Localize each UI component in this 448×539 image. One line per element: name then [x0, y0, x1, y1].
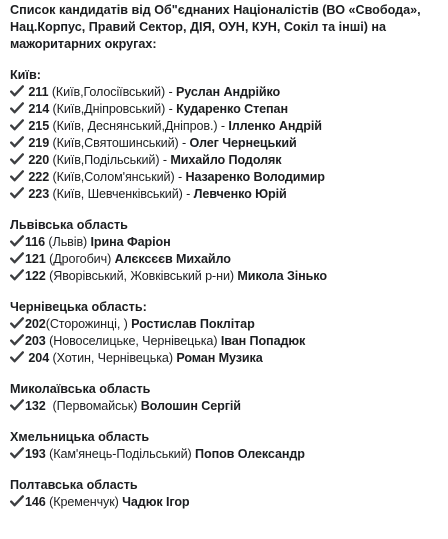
district-description: (Київ, Шевченківський) -: [49, 187, 194, 201]
candidate-name: Назаренко Володимир: [185, 170, 325, 184]
district-number: 222: [25, 170, 50, 184]
district-number: 203: [25, 334, 46, 348]
heavy-check-mark-icon: [10, 85, 24, 97]
heavy-check-mark-icon: [10, 119, 24, 131]
heavy-check-mark-icon: [10, 187, 24, 199]
candidate-list: [10, 316, 440, 367]
candidate-name: Іван Попадюк: [220, 334, 306, 348]
district-number: 211: [25, 85, 49, 99]
candidate-name: Чадюк Ігор: [122, 495, 190, 509]
candidate-name: Алєксєєв Михайло: [114, 252, 231, 266]
candidate-row: [10, 446, 440, 463]
district-number: 146: [25, 495, 46, 509]
district-number: 223: [25, 187, 50, 201]
region-title: Полтавська область: [10, 478, 138, 492]
district-number: 214: [25, 102, 50, 116]
district-description: (Сторожинці, ): [45, 317, 132, 331]
district-description: (Київ, Деснянський,Дніпров.) -: [49, 119, 229, 133]
regions-list: [10, 67, 440, 511]
heavy-check-mark-icon: [10, 334, 24, 346]
region-title: Київ:: [10, 68, 41, 82]
candidate-name: Попов Олександр: [195, 447, 305, 461]
heavy-check-mark-icon: [10, 136, 24, 148]
heavy-check-mark-icon: [10, 269, 24, 281]
candidate-row: [10, 494, 440, 511]
heavy-check-mark-icon: [10, 235, 24, 247]
candidate-row: [10, 350, 440, 367]
candidate-row: [10, 84, 440, 101]
region-section: [10, 217, 440, 285]
candidate-name: Волошин Сергій: [140, 399, 241, 413]
candidate-name: Левченко Юрій: [193, 187, 287, 201]
district-number: 116: [25, 235, 46, 249]
candidate-name: Ілленко Андрій: [228, 119, 322, 133]
candidate-row: [10, 333, 440, 350]
heavy-check-mark-icon: [10, 317, 24, 329]
district-description: (Новоселицьке, Чернівецька): [45, 334, 221, 348]
district-description: (Київ,Голосіївський) -: [48, 85, 176, 99]
candidate-list: [10, 494, 440, 511]
heavy-check-mark-icon: [10, 399, 24, 411]
candidate-name: Микола Зінько: [237, 269, 327, 283]
district-number: 219: [25, 136, 50, 150]
district-description: (Київ,Солом'янський) -: [49, 170, 186, 184]
region-section: [10, 299, 440, 367]
heavy-check-mark-icon: [10, 252, 24, 264]
region-title: Хмельницька область: [10, 430, 150, 444]
heavy-check-mark-icon: [10, 102, 24, 114]
candidate-row: [10, 169, 440, 186]
district-number: 220: [25, 153, 50, 167]
district-description: (Яворівський, Жовківський р-ни): [45, 269, 238, 283]
candidate-list: [10, 446, 440, 463]
candidate-name: Олег Чернецький: [189, 136, 297, 150]
region-section: [10, 429, 440, 463]
candidate-name: Ростислав Поклітар: [131, 317, 255, 331]
district-description: (Первомайськ): [45, 399, 141, 413]
candidate-row: [10, 186, 440, 203]
district-description: (Кременчук): [45, 495, 123, 509]
region-section: [10, 477, 440, 511]
district-number: 215: [25, 119, 50, 133]
candidate-row: [10, 135, 440, 152]
district-number: 193: [25, 447, 46, 461]
district-description: (Хотин, Чернівецька): [49, 351, 177, 365]
candidate-name: Кударенко Степан: [176, 102, 288, 116]
district-number: 204: [25, 351, 50, 365]
region-title: Львівська область: [10, 218, 128, 232]
district-number: 132: [25, 399, 46, 413]
heavy-check-mark-icon: [10, 351, 24, 363]
district-number: 122: [25, 269, 46, 283]
candidate-name: Руслан Андрійко: [175, 85, 281, 99]
district-number: 202: [25, 317, 46, 331]
candidate-row: [10, 234, 440, 251]
candidate-list: [10, 234, 440, 285]
candidate-row: [10, 268, 440, 285]
candidate-row: [10, 398, 440, 415]
candidate-list: [10, 398, 440, 415]
district-number: 121: [25, 252, 46, 266]
candidate-row: [10, 316, 440, 333]
district-description: (Кам'янець-Подільський): [45, 447, 196, 461]
candidate-name: Михайло Подоляк: [170, 153, 282, 167]
district-description: (Дрогобич): [45, 252, 115, 266]
region-section: [10, 67, 440, 203]
heavy-check-mark-icon: [10, 495, 24, 507]
candidate-name: Роман Музика: [176, 351, 263, 365]
heavy-check-mark-icon: [10, 447, 24, 459]
heavy-check-mark-icon: [10, 153, 24, 165]
district-description: (Київ,Подільський) -: [49, 153, 171, 167]
heavy-check-mark-icon: [10, 170, 24, 182]
candidate-row: [10, 152, 440, 169]
region-title: Чернівецька область:: [10, 300, 147, 314]
candidate-list: [10, 84, 440, 203]
district-description: (Київ,Святошинський) -: [49, 136, 190, 150]
candidate-name: Ірина Фаріон: [90, 235, 171, 249]
region-title: Миколаївська область: [10, 382, 151, 396]
candidate-row: [10, 118, 440, 135]
district-description: (Київ,Дніпровський) -: [49, 102, 177, 116]
candidate-row: [10, 251, 440, 268]
post-intro: Список кандидатів від Об"єднаних Націоналістів (ВО «Свобода», Нац.Корпус, Правий Сектор, ДІЯ, ОУН, КУН, Сокіл та інші) на мажоритарних округах:: [10, 3, 421, 51]
candidate-row: [10, 101, 440, 118]
region-section: [10, 381, 440, 415]
district-description: (Львів): [45, 235, 91, 249]
